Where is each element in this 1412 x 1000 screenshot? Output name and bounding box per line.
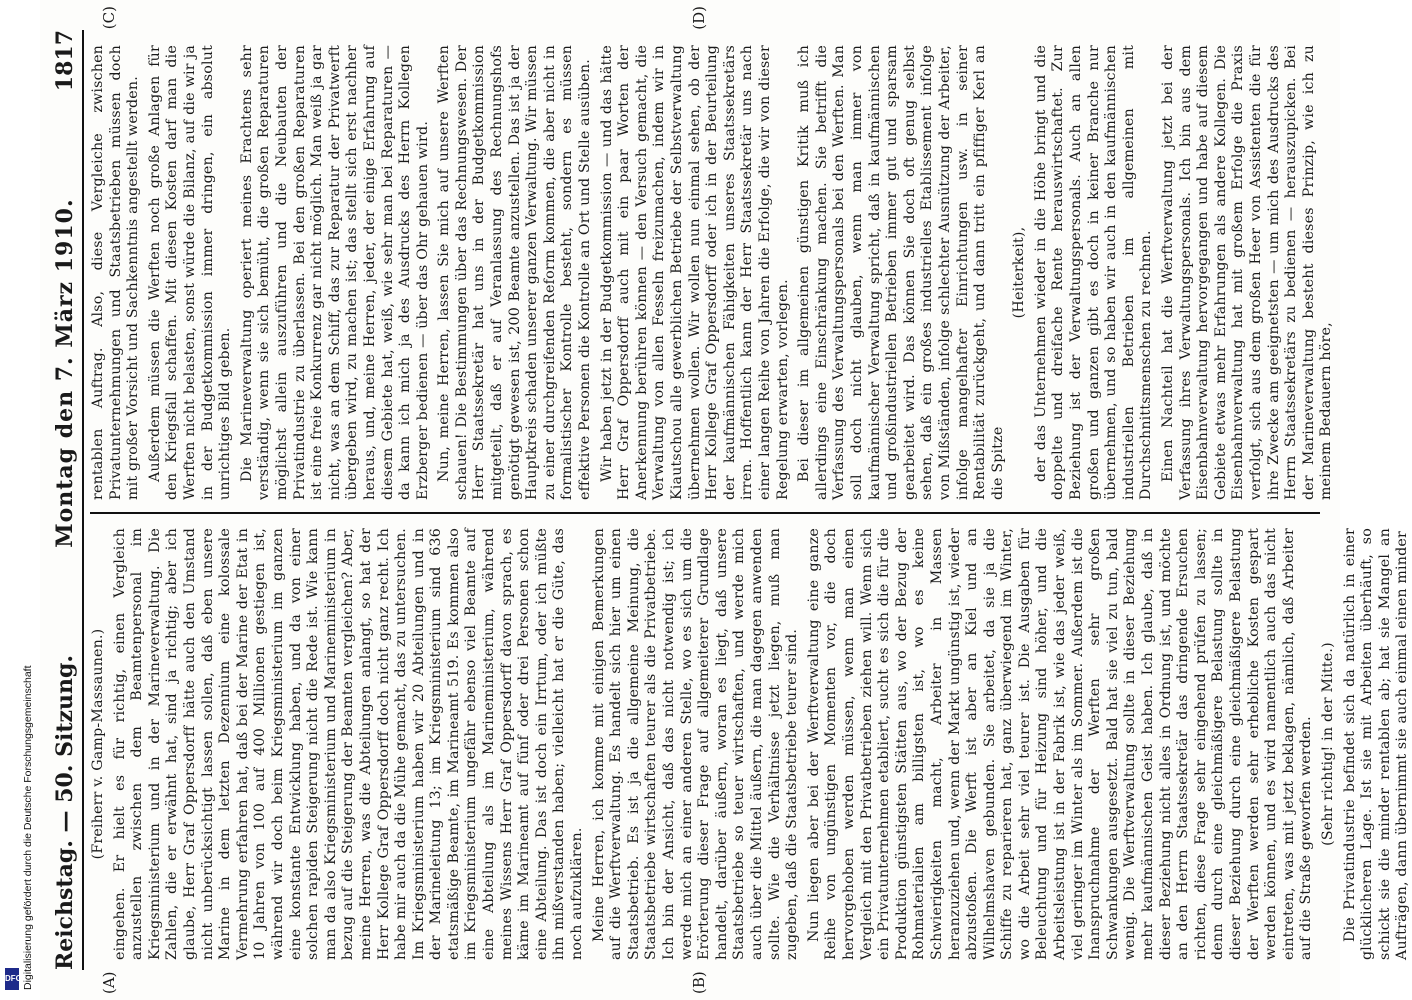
page-number: 1817 — [52, 30, 78, 92]
paragraph: (Heiterkeit), — [1011, 226, 1028, 319]
dfg-logo: DFG — [5, 968, 19, 990]
paragraph: Wir haben jetzt in der Budgetkommission — und das hätte Herr Graf Oppersdorff auch mit ein paar Worten der Anerkennung berühren können — den Versuch gemacht, die Verwaltung von allen Fesseln freizumachen, indem wir in Kiautschou alle gewerblichen Betriebe der Selbstverwaltung übernehmen wollen. Wir wollen nun einmal sehen, ob der Herr Kollege Graf Oppersdorff oder ich in der Beurteilung der kaufmännischen Fähigkeiten unseres Staatssekretärs irren. Hoffentlich kann der Herr Staatssekretär uns nach einer langen Reihe von Jahren die Erfolge, die wir von dieser Regelung erwarten, vorlegen. — [598, 45, 791, 500]
paragraph: Nun liegen aber bei der Werftverwaltung eine ganze Reihe von ungünstigen Momenten vor, die doch hervorgehoben werden müssen, wenn man einen Vergleich mit den Privatbetrieben ziehen will. Wenn sich ein Privatunternehmen etabliert, sucht es sich die für die Produktion günstigsten Stätten aus, wo der Bezug der Rohmaterialien am billigsten ist, wo es keine Schwierigkeiten macht, Arbeiter in Massen heranzuziehen und, wenn der Markt ungünstig ist, wieder abzustoßen. Die Werft ist aber an Kiel und an Wilhelmshaven gebunden. Sie arbeitet, da sie ja die Schiffe zu reparieren hat, ganz überwiegend im Winter, wo die Arbeit sehr viel teurer ist. Die Ausgaben für Beleuchtung und für Heizung sind höher, und die Arbeitsleistung ist in der Fabrik ist, wie das jeder weiß, viel geringer im Winter als im Sommer. Außerdem ist die Inanspruchnahme der Werften sehr großen Schwankungen ausgesetzt. Bald hat sie viel zu tun, bald wenig. Die Werftverwaltung sollte in dieser Beziehung mehr kaufmännischen Geist haben. Ich glaube, daß in dieser Beziehung nicht alles in Ordnung ist, und möchte an den Herrn Staatssekretär das dringende Ersuchen richten, diese Frage sehr eingehend prüfen zu lassen; denn durch eine gleichmäßigere Belastung sollte in dieser Beziehung durch eine gleichmäßigere Belastung der Werften werden sehr erhebliche Kosten gespart werden können, und es wird namentlich auch das nicht eintreten, was mit jetzt beklagen, nämlich, daß Arbeiter auf die Straße geworfen werden. — [805, 528, 1315, 960]
digitization-credit — [0, 0, 34, 1000]
paragraph: Die Privatindustrie befindet sich da natürlich in einer glücklicheren Lage. Ist sie mit Arbeiten überhäuft, so schickt sie die minder rentablen ab; hat sie Mangel an Aufträgen, dann übernimmt sie auch einmal einen minder — [1341, 528, 1411, 960]
credit-text: Digitalisierung gefördert durch die Deutsche Forschungsgemeinschaft — [22, 665, 34, 990]
margin-letter-b: (B) — [690, 971, 708, 994]
paragraph: Bei dieser im allgemeinen günstigen Kritik muß ich allerdings eine Einschränkung machen. Sie betrifft die Verfassung des Verwaltungspersonals bei den Werften. Man soll doch nicht glauben, wenn man immer von kaufmännischer Verwaltung spricht, daß in kaufmännischen und großindustriellen Betrieben immer gut und sparsam gearbeitet wird. Das können Sie doch oft genug selbst sehen, daß ein großes industrielles Etablissement infolge von Mißständen, infolge schlechter Ausnützung der Arbeiter, infolge mangelhafter Einrichtungen usw. in seiner Rentabilität zurückgeht, und dann tritt ein pfiffiger Kerl an die Spitze — [796, 45, 1006, 500]
paragraph: Meine Herren, ich komme mit einigen Bemerkungen auf die Werftverwaltung. Es handelt sich hier um einen Staatsbetrieb. Es ist ja die allgemeine Meinung, die Staatsbetriebe wirtschaften teurer als die Privatbetriebe. Ich bin der Ansicht, daß das nicht notwendig ist; ich werde mich an einer anderen Stelle, wo es sich um die Erörterung dieser Frage auf allgemeiterer Grundlage handelt, darüber äußern, woran es liegt, daß unsere Staatsbetriebe so teuer wirtschaften, und werde mich auch über die Mittel äußern, die man dagegen anwenden sollte. Wie die Verhältnisse jetzt liegen, muß man zugeben, daß die Staatsbetriebe teurer sind. — [590, 528, 801, 960]
right-column — [90, 45, 1335, 500]
paragraph: Einen Nachteil hat die Werftverwaltung jetzt bei der Verfassung ihres Verwaltungspersonals. Ich bin aus dem Eisenbahnverwaltung hervorgegangen und habe auf diesem Gebiete etwas mehr Erfahrungen als andere Kollegen. Die Eisenbahnverwaltung hat mit großem Erfolge die Praxis verfolgt, sich aus dem großen Heer von Assistenten die für ihre Zwecke am geeignetsten — um mich des Ausdrucks des Herrn Staatssekretärs zu bedienen — herauszupicken. Bei der Marineverwaltung besteht dieses Prinzip, wie ich zu meinem Bedauern höre, — [1160, 45, 1335, 500]
header-date: Montag den 7. März 1910. — [52, 198, 78, 548]
page-header — [48, 30, 84, 970]
paragraph: Nun, meine Herren, lassen Sie mich auf unsere Werften schauen! Die Bestimmungen über das Rechnungswesen. Der Herr Staatssekretär hat uns in der Budgetkommission mitgeteilt, daß er auf Veranlassung des Rechnungshofs genötigt gewesen ist, 200 Beamte anzustellen. Das ist ja der Hauptkreis schaden unserer ganzen Verwaltung. Wir müssen zu einer durchgreifenden Reform kommen, die aber nicht in formalistischer Kontrolle besteht, sondern es müssen effektive Personen die Kontrolle an Ort und Stelle ausüben. — [436, 45, 594, 500]
paragraph: rentablen Auftrag. Also, diese Vergleiche zwischen Privatunternehmungen und Staatsbetrieben müssen doch mit großer Vorsicht und Sachkenntnis angestellt werden. — [90, 45, 142, 500]
paragraph: Außerdem müssen die Werften noch große Anlagen für den Kriegsfall schaffen. Mit diesen Kosten darf man die Werften nicht belasten, sonst würde die Bilanz, auf die wir ja in der Budgetkommission immer dringen, ein absolut unrichtiges Bild geben. — [146, 45, 234, 500]
paragraph: der das Unternehmen wieder in die Höhe bringt und die doppelte und dreifache Rente herauswirtschaftet. Zur Beziehung ist der Verwaltungspersonals. Auch an allen großen und ganzen gibt es doch in keiner Branche nur übernehmen, und so haben wir auch in den kaufmännischen industriellen Betrieben im allgemeinen mit Durchschnittsmenschen zu rechnen. — [1032, 45, 1155, 500]
left-column — [90, 528, 1411, 960]
margin-letter-a: (A) — [100, 971, 118, 994]
paragraph: (Sehr richtig! in der Mitte.) — [1319, 642, 1336, 846]
header-left: Reichstag. — 50. Sitzung. — [52, 654, 78, 970]
paragraph: (Freiherr v. Gamp-Massaunen.) — [90, 628, 106, 860]
paragraph: eingehen. Er hielt es für richtig, einen Vergleich anzustellen zwischen dem Beamtenpersonal im Kriegsministerium und in der Marineverwaltung. Die Zahlen, die er erwähnt hat, sind ja richtig; aber ich glaube, Herr Graf Oppersdorff hätte auch den Umstand nicht unberücksichtigt lassen sollen, daß eben unsere Marine in dem letzten Dezennium eine kolossale Vermehrung erfahren hat, daß bei der Marine der Etat in 10 Jahren von 100 auf 400 Millionen gestiegen ist, während wir doch beim Kriegsministerium im ganzen eine konstante Entwicklung haben, und da von einer solchen rapiden Steigerung nicht die Rede ist. Wie kann man da also Kriegsministerium und Marineministerium in bezug auf die Steigerung der Beamten vergleichen? Aber, meine Herren, was die Abteilungen anlangt, so hat der Herr Kollege Graf Oppersdorff doch nicht ganz recht. Ich habe mir auch da die Mühe gemacht, das zu untersuchen. Im Kriegsministerium haben wir 20 Abteilungen und in der Marineleitung 13; im Kriegsministerium sind 636 etatsmäßige Beamte, im Marineamt 519. Es kommen also im Kriegsministerium ungefähr ebenso viel Beamte auf eine Abteilung als im Marineministerium, während meines Wissens Herr Graf Oppersdorff davon sprach, es käme im Marineamt auf fünf oder drei Personen schon eine Abteilung. Das ist doch ein Irrtum, oder ich müßte ihn mißverstanden haben; vielleicht hat er die Güte, das noch aufzuklären. — [111, 528, 586, 960]
margin-letter-c: (C) — [100, 6, 118, 30]
rotated-page — [40, 0, 1411, 1000]
margin-letter-d: (D) — [690, 6, 708, 30]
paragraph: Die Marineverwaltung operiert meines Erachtens sehr verständig, wenn sie sich bemüht, die großen Reparaturen möglichst allein auszuführen und die Neubauten der Privatindustrie zu überlassen. Bei den großen Reparaturen ist eine freie Konkurrenz gar nicht möglich. Man weiß ja gar nicht, was an dem Schiff, das zur Reparatur der Privatwerft übergeben wird, zu machen ist; das stellt sich erst nachher heraus, und, meine Herren, jeder, der einige Erfahrung auf diesem Gebiete hat, weiß, wie sehr man bei Reparaturen — da kann ich mich ja des Ausdrucks des Herrn Kollegen Erzberger bedienen — über das Ohr gehauen wird. — [238, 45, 431, 500]
column-divider — [90, 512, 1320, 514]
